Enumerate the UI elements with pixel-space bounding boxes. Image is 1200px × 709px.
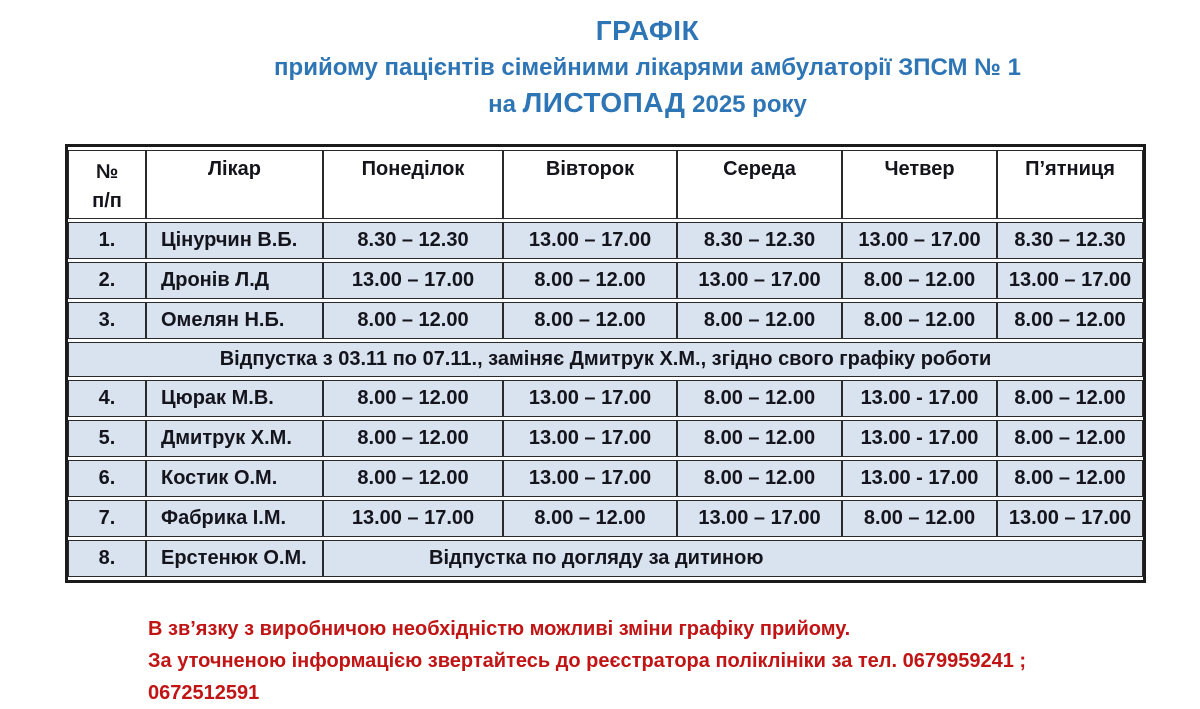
title-month: ЛИСТОПАД	[522, 87, 686, 118]
time-cell: 13.00 - 17.00	[842, 420, 997, 457]
col-header-thursday: Четвер	[842, 150, 997, 219]
time-cell: 13.00 – 17.00	[997, 262, 1143, 299]
row-number: 1.	[68, 222, 146, 259]
col-header-number	[68, 150, 146, 219]
doctor-name: Цінурчин В.Б.	[146, 222, 323, 259]
time-cell: 8.00 – 12.00	[997, 302, 1143, 339]
row-number: 8.	[68, 540, 146, 577]
notice-line-3: 0672512591	[148, 682, 260, 704]
row-number: 3.	[68, 302, 146, 339]
time-cell: 8.00 – 12.00	[997, 420, 1143, 457]
row-number: 6.	[68, 460, 146, 497]
time-cell: 13.00 – 17.00	[503, 420, 677, 457]
row-number: 5.	[68, 420, 146, 457]
doctor-name: Фабрика І.М.	[146, 500, 323, 537]
doctor-name: Цюрак М.В.	[146, 380, 323, 417]
vacation-note: Відпустка з 03.11 по 07.11., заміняє Дмитрук Х.М., згідно свого графіку роботи	[68, 342, 1143, 377]
time-cell: 8.00 – 12.00	[323, 420, 503, 457]
time-cell: 8.30 – 12.30	[323, 222, 503, 259]
time-cell: 13.00 – 17.00	[323, 500, 503, 537]
col-header-doctor: Лікар	[146, 150, 323, 219]
row-number: 2.	[68, 262, 146, 299]
vacation-note-row	[68, 342, 1143, 377]
time-cell: 13.00 – 17.00	[842, 222, 997, 259]
time-cell: 8.00 – 12.00	[677, 302, 842, 339]
time-cell: 8.30 – 12.30	[997, 222, 1143, 259]
doctor-name: Ерстенюк О.М.	[146, 540, 323, 577]
table-row	[68, 500, 1143, 537]
col-header-number-line1: №	[95, 161, 119, 183]
time-cell: 8.00 – 12.00	[503, 500, 677, 537]
col-header-wednesday: Середа	[677, 150, 842, 219]
table-row	[68, 420, 1143, 457]
row-number: 4.	[68, 380, 146, 417]
time-cell: 8.00 – 12.00	[842, 302, 997, 339]
time-cell: 13.00 – 17.00	[503, 222, 677, 259]
time-cell: 8.00 – 12.00	[677, 420, 842, 457]
time-cell: 8.00 – 12.00	[842, 500, 997, 537]
time-cell: 8.00 – 12.00	[323, 460, 503, 497]
header-row	[68, 150, 1143, 219]
time-cell: 8.00 – 12.00	[323, 302, 503, 339]
time-cell: 8.00 – 12.00	[503, 262, 677, 299]
notice-line-2: За уточненою інформацією звертайтесь до реєстратора поліклініки за тел. 0679959241 ;	[148, 650, 1027, 672]
title-year-suffix: 2025 року	[685, 91, 807, 118]
notice-line-1: В зв’язку з виробничою необхідністю можливі зміни графіку прийому.	[148, 618, 851, 640]
title-month-prefix: на	[488, 91, 523, 118]
childcare-leave-note: Відпустка по догляду за дитиною	[323, 540, 1143, 577]
table-row	[68, 540, 1143, 577]
time-cell: 13.00 – 17.00	[997, 500, 1143, 537]
time-cell: 8.00 – 12.00	[997, 380, 1143, 417]
time-cell: 8.00 – 12.00	[503, 302, 677, 339]
time-cell: 13.00 - 17.00	[842, 380, 997, 417]
schedule-table	[65, 144, 1146, 583]
schedule-table-wrapper	[65, 144, 1140, 583]
col-header-tuesday: Вівторок	[503, 150, 677, 219]
time-cell: 13.00 – 17.00	[323, 262, 503, 299]
table-row	[68, 262, 1143, 299]
document-heading	[0, 0, 1200, 122]
table-row	[68, 380, 1143, 417]
time-cell: 13.00 – 17.00	[503, 460, 677, 497]
col-header-friday: П’ятниця	[997, 150, 1143, 219]
title-line-3	[95, 86, 1200, 122]
time-cell: 13.00 – 17.00	[677, 500, 842, 537]
time-cell: 13.00 – 17.00	[503, 380, 677, 417]
doctor-name: Дронів Л.Д	[146, 262, 323, 299]
col-header-monday: Понеділок	[323, 150, 503, 219]
table-row	[68, 302, 1143, 339]
table-row	[68, 460, 1143, 497]
col-header-number-line2: п/п	[92, 190, 122, 212]
time-cell: 8.30 – 12.30	[677, 222, 842, 259]
doctor-name: Костик О.М.	[146, 460, 323, 497]
doctor-name: Омелян Н.Б.	[146, 302, 323, 339]
time-cell: 8.00 – 12.00	[323, 380, 503, 417]
title-line-2: прийому пацієнтів сімейними лікарями амбулаторії ЗПСМ № 1	[274, 54, 1021, 81]
time-cell: 8.00 – 12.00	[997, 460, 1143, 497]
schedule-change-notice	[148, 613, 1108, 709]
time-cell: 8.00 – 12.00	[842, 262, 997, 299]
time-cell: 8.00 – 12.00	[677, 380, 842, 417]
doctor-name: Дмитрук Х.М.	[146, 420, 323, 457]
table-row	[68, 222, 1143, 259]
time-cell: 13.00 – 17.00	[677, 262, 842, 299]
row-number: 7.	[68, 500, 146, 537]
title-line-1: ГРАФІК	[595, 15, 700, 46]
time-cell: 13.00 - 17.00	[842, 460, 997, 497]
time-cell: 8.00 – 12.00	[677, 460, 842, 497]
